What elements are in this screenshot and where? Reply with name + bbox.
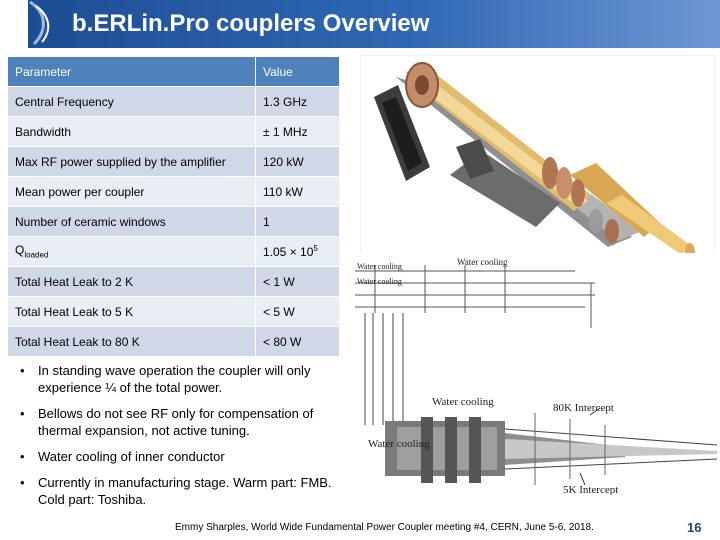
param-cell: Total Heat Leak to 2 K	[8, 267, 256, 297]
bullet-text: Water cooling of inner conductor	[38, 449, 225, 464]
table-row	[8, 147, 339, 177]
table-header-row	[8, 57, 339, 87]
value-cell: 1.3 GHz	[256, 87, 340, 117]
column-header-parameter: Parameter	[8, 57, 256, 87]
header	[0, 0, 720, 48]
table-row	[8, 327, 339, 357]
value-cell	[256, 237, 340, 267]
param-cell: Total Heat Leak to 5 K	[8, 297, 256, 327]
value-cell: < 1 W	[256, 267, 340, 297]
param-cell: Total Heat Leak to 80 K	[8, 327, 256, 357]
list-item	[20, 362, 340, 396]
value-cell: ± 1 MHz	[256, 117, 340, 147]
label-5k-intercept: 5K Intercept	[563, 484, 619, 495]
page-title: b.ERLin.Pro couplers Overview	[72, 10, 430, 37]
bullet-icon: •	[20, 406, 25, 421]
param-cell: Central Frequency	[8, 87, 256, 117]
param-cell: Bandwidth	[8, 117, 256, 147]
value-cell: 1	[256, 207, 340, 237]
param-cell: Mean power per coupler	[8, 177, 256, 207]
q-subscript: loaded	[24, 250, 49, 260]
value-cell: 110 kW	[256, 177, 340, 207]
q-symbol: Q	[15, 243, 25, 258]
label-water-cooling-4: Water cooling	[432, 396, 494, 408]
label-80k-intercept: 80K Intercept	[553, 402, 614, 414]
list-item	[20, 474, 340, 508]
param-cell: Max RF power supplied by the amplifier	[8, 147, 256, 177]
table-row	[8, 267, 339, 297]
bullet-text: In standing wave operation the coupler will only experience ¼ of the total power.	[38, 363, 311, 395]
page-number: 16	[687, 520, 702, 535]
label-water-cooling-5: Water cooling	[368, 438, 430, 450]
label-water-cooling-1: Water cooling	[457, 257, 508, 267]
table-row	[8, 87, 339, 117]
bullet-icon: •	[20, 449, 25, 464]
bullet-icon: •	[20, 363, 25, 378]
coupler-cross-section-drawing	[355, 253, 717, 495]
param-cell: Number of ceramic windows	[8, 207, 256, 237]
footer-text: Emmy Sharples, World Wide Fundamental Power Coupler meeting #4, CERN, June 5-6, 2018.	[175, 522, 594, 533]
label-water-cooling-2: Water cooling	[357, 262, 402, 271]
table-row	[8, 207, 339, 237]
table-row	[8, 117, 339, 147]
q-value-base: 1.05 × 10	[263, 245, 314, 259]
table-row	[8, 297, 339, 327]
list-item	[20, 405, 340, 439]
label-water-cooling-3: Water cooling	[357, 277, 402, 286]
bullet-text: Bellows do not see RF only for compensation of thermal expansion, not active tuning.	[38, 406, 314, 438]
value-cell: 120 kW	[256, 147, 340, 177]
logo-icon	[0, 0, 70, 48]
value-cell: < 5 W	[256, 297, 340, 327]
value-cell: < 80 W	[256, 327, 340, 357]
parameter-table	[8, 57, 339, 357]
coupler-3d-render	[360, 55, 715, 273]
table-row	[8, 177, 339, 207]
column-header-value: Value	[256, 57, 340, 87]
q-value-exponent: 5	[313, 244, 318, 253]
bullet-list	[20, 362, 340, 508]
table-row	[8, 237, 339, 267]
param-cell	[8, 237, 256, 267]
bullet-icon: •	[20, 475, 25, 490]
list-item	[20, 448, 340, 465]
bullet-text: Currently in manufacturing stage. Warm part: FMB. Cold part: Toshiba.	[38, 475, 332, 507]
